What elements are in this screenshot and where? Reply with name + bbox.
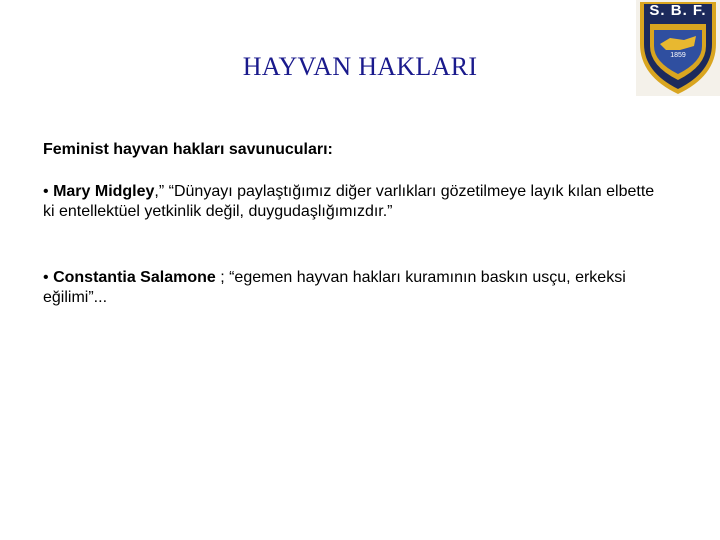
bullet-icon: • <box>43 183 49 200</box>
sbf-logo <box>636 0 720 96</box>
quote-text: ; “egemen hayvan hakları kuramının baskın usçu, erkeksi eğilimi”... <box>43 269 626 306</box>
slide-title: HAYVAN HAKLARI <box>242 52 478 81</box>
bullet-icon: • <box>43 269 49 286</box>
bullet-item-salamone <box>43 268 663 308</box>
author-name: Constantia Salamone <box>53 269 216 286</box>
quote-text: ,” “Dünyayı paylaştığımız diğer varlıkları gözetilmeye layık kılan elbette ki entellektüel yetkinlik değil, duygudaşlığımızdır.” <box>43 183 655 220</box>
section-heading: Feminist hayvan hakları savunucuları: <box>43 141 333 158</box>
logo-year: 1859 <box>670 52 686 59</box>
logo-text: S. B. F. <box>649 2 707 19</box>
author-name: Mary Midgley <box>53 183 155 200</box>
bullet-item-midgley <box>43 182 663 222</box>
